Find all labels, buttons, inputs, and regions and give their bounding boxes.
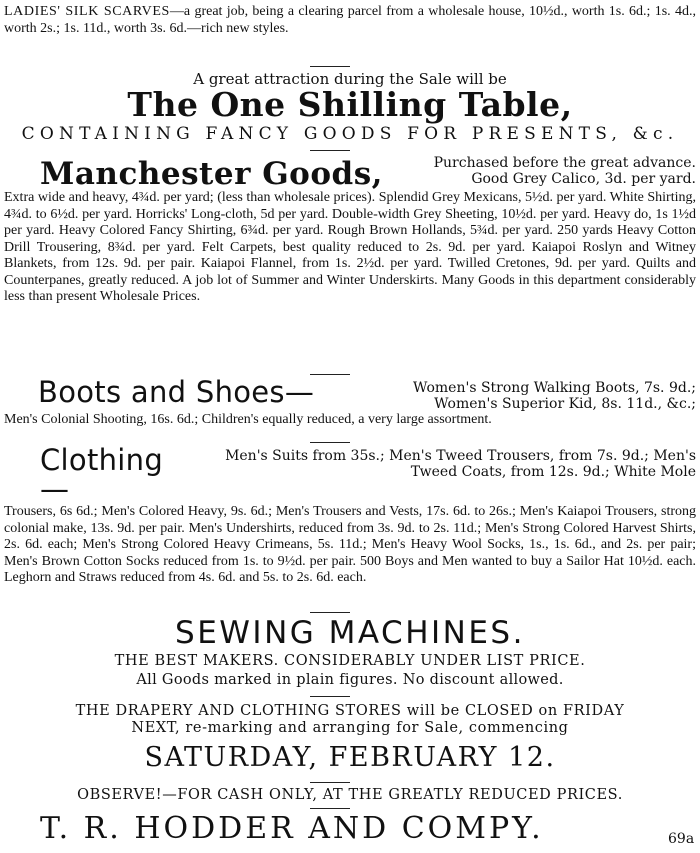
manchester-side-text: Purchased before the great advance. Good Grey Calico, 3d. per yard. [433, 155, 696, 187]
scarves-lead: LADIES' SILK SCARVES [4, 4, 170, 19]
reference-number: 69a [668, 831, 695, 847]
divider-rule [310, 696, 350, 697]
observe-line: OBSERVE!—FOR CASH ONLY, AT THE GREATLY REDUCED PRICES. [77, 787, 623, 803]
boots-section [0, 375, 700, 429]
containing-line: CONTAINING FANCY GOODS FOR PRESENTS, &c. [21, 124, 679, 144]
clothing-body: Trousers, 6s 6d.; Men's Colored Heavy, 9s. 6d.; Men's Trousers and Vests, 17s. 6d. to 26s.; Men's Kaiapoi Trousers, strong colonial make, 13s. 9d. per pair. Men's Undershirts, reduced from 3s. 9d. to 2s. 11d.; Men's Strong Colored Harvest Shirts, 2s. 6d. each; Men's Strong Colored Heavy Crimeans, 5s. 11d.; Men's Heavy Wool Socks, 1s., 1s. 6d., and 2s. per pair; Men's Brown Cotton Socks reduced from 1s. to 9½d. per pair. 500 Boys and Men wanted to buy a Sailor Hat 10½d. each. Leghorn and Straws reduced from 4s. 6d. and 5s. to 2s. 6d. each. [4, 504, 696, 585]
divider-rule [310, 150, 350, 151]
shilling-table-heading: The One Shilling Table, [127, 85, 573, 124]
clothing-side-text: Men's Suits from 35s.; Men's Tweed Trousers, from 7s. 9d.; Men's Tweed Coats, from 12s. 9d.; White Mole [225, 448, 696, 480]
clothing-heading: Clothing— [40, 443, 164, 506]
closed-notice-line-2: NEXT, re-marking and arranging for Sale, commencing [131, 720, 569, 736]
best-makers-line: THE BEST MAKERS. CONSIDERABLY UNDER LIST PRICE. [114, 653, 586, 669]
boots-heading: Boots and Shoes— [38, 375, 315, 409]
manchester-heading: Manchester Goods, [40, 156, 383, 192]
divider-rule [310, 442, 350, 443]
attraction-line: A great attraction during the Sale will be [193, 70, 507, 88]
divider-rule [310, 66, 350, 67]
manchester-body: Extra wide and heavy, 4¾d. per yard; (less than wholesale prices). Splendid Grey Mexicans, 5½d. per yard. White Shirting, 4¾d. to 6½d. per yard. Horricks' Long-cloth, 5d per yard. Double-width Grey Sheeting, 10½d. per yard. Heavy do, 1s 1½d per yard. Heavy Colored Fancy Shirting, 6¾d. per yard. Rough Brown Hollands, 5¾d. per yard. 250 yards Heavy Cotton Drill Trousering, 8¾d. per yard. Felt Carpets, best quality reduced to 2s. 9d. per yard. Kaiapoi Roslyn and Witney Blankets, from 12s. 9d. per pair. Kaiapoi Flannel, from 1s. 2½d. per yard. Twilled Cretones, 9d. per yard. Quilts and Counterpanes, greatly reduced. A job lot of Summer and Winter Underskirts. Many Goods in this department considerably less than present Wholesale Prices. [4, 190, 696, 304]
saturday-date-heading: SATURDAY, FEBRUARY 12. [144, 742, 556, 773]
plain-figures-line: All Goods marked in plain figures. No discount allowed. [136, 672, 564, 688]
clothing-section [0, 443, 700, 587]
company-name: T. R. HODDER AND COMPY. [40, 811, 544, 846]
closed-notice-line-1: THE DRAPERY AND CLOTHING STORES will be CLOSED on FRIDAY [75, 703, 625, 719]
divider-rule [310, 612, 350, 613]
divider-rule [310, 782, 350, 783]
sewing-machines-heading: SEWING MACHINES. [175, 615, 525, 651]
divider-rule [310, 374, 350, 375]
manchester-section [0, 155, 700, 306]
divider-rule [310, 808, 350, 809]
boots-body: Men's Colonial Shooting, 16s. 6d.; Children's equally reduced, a very large assortment. [4, 412, 492, 427]
scarves-paragraph [0, 4, 700, 37]
closed-notice [0, 703, 700, 737]
boots-side-text: Women's Strong Walking Boots, 7s. 9d.; Women's Superior Kid, 8s. 11d., &c.; [413, 380, 696, 412]
scarves-text: —a great job, being a clearing parcel from a wholesale house, 10½d., worth 1s. 6d.; 1s. 4d., worth 2s.; 1s. 11d., worth 3s. 6d.—rich new styles. [4, 4, 696, 36]
